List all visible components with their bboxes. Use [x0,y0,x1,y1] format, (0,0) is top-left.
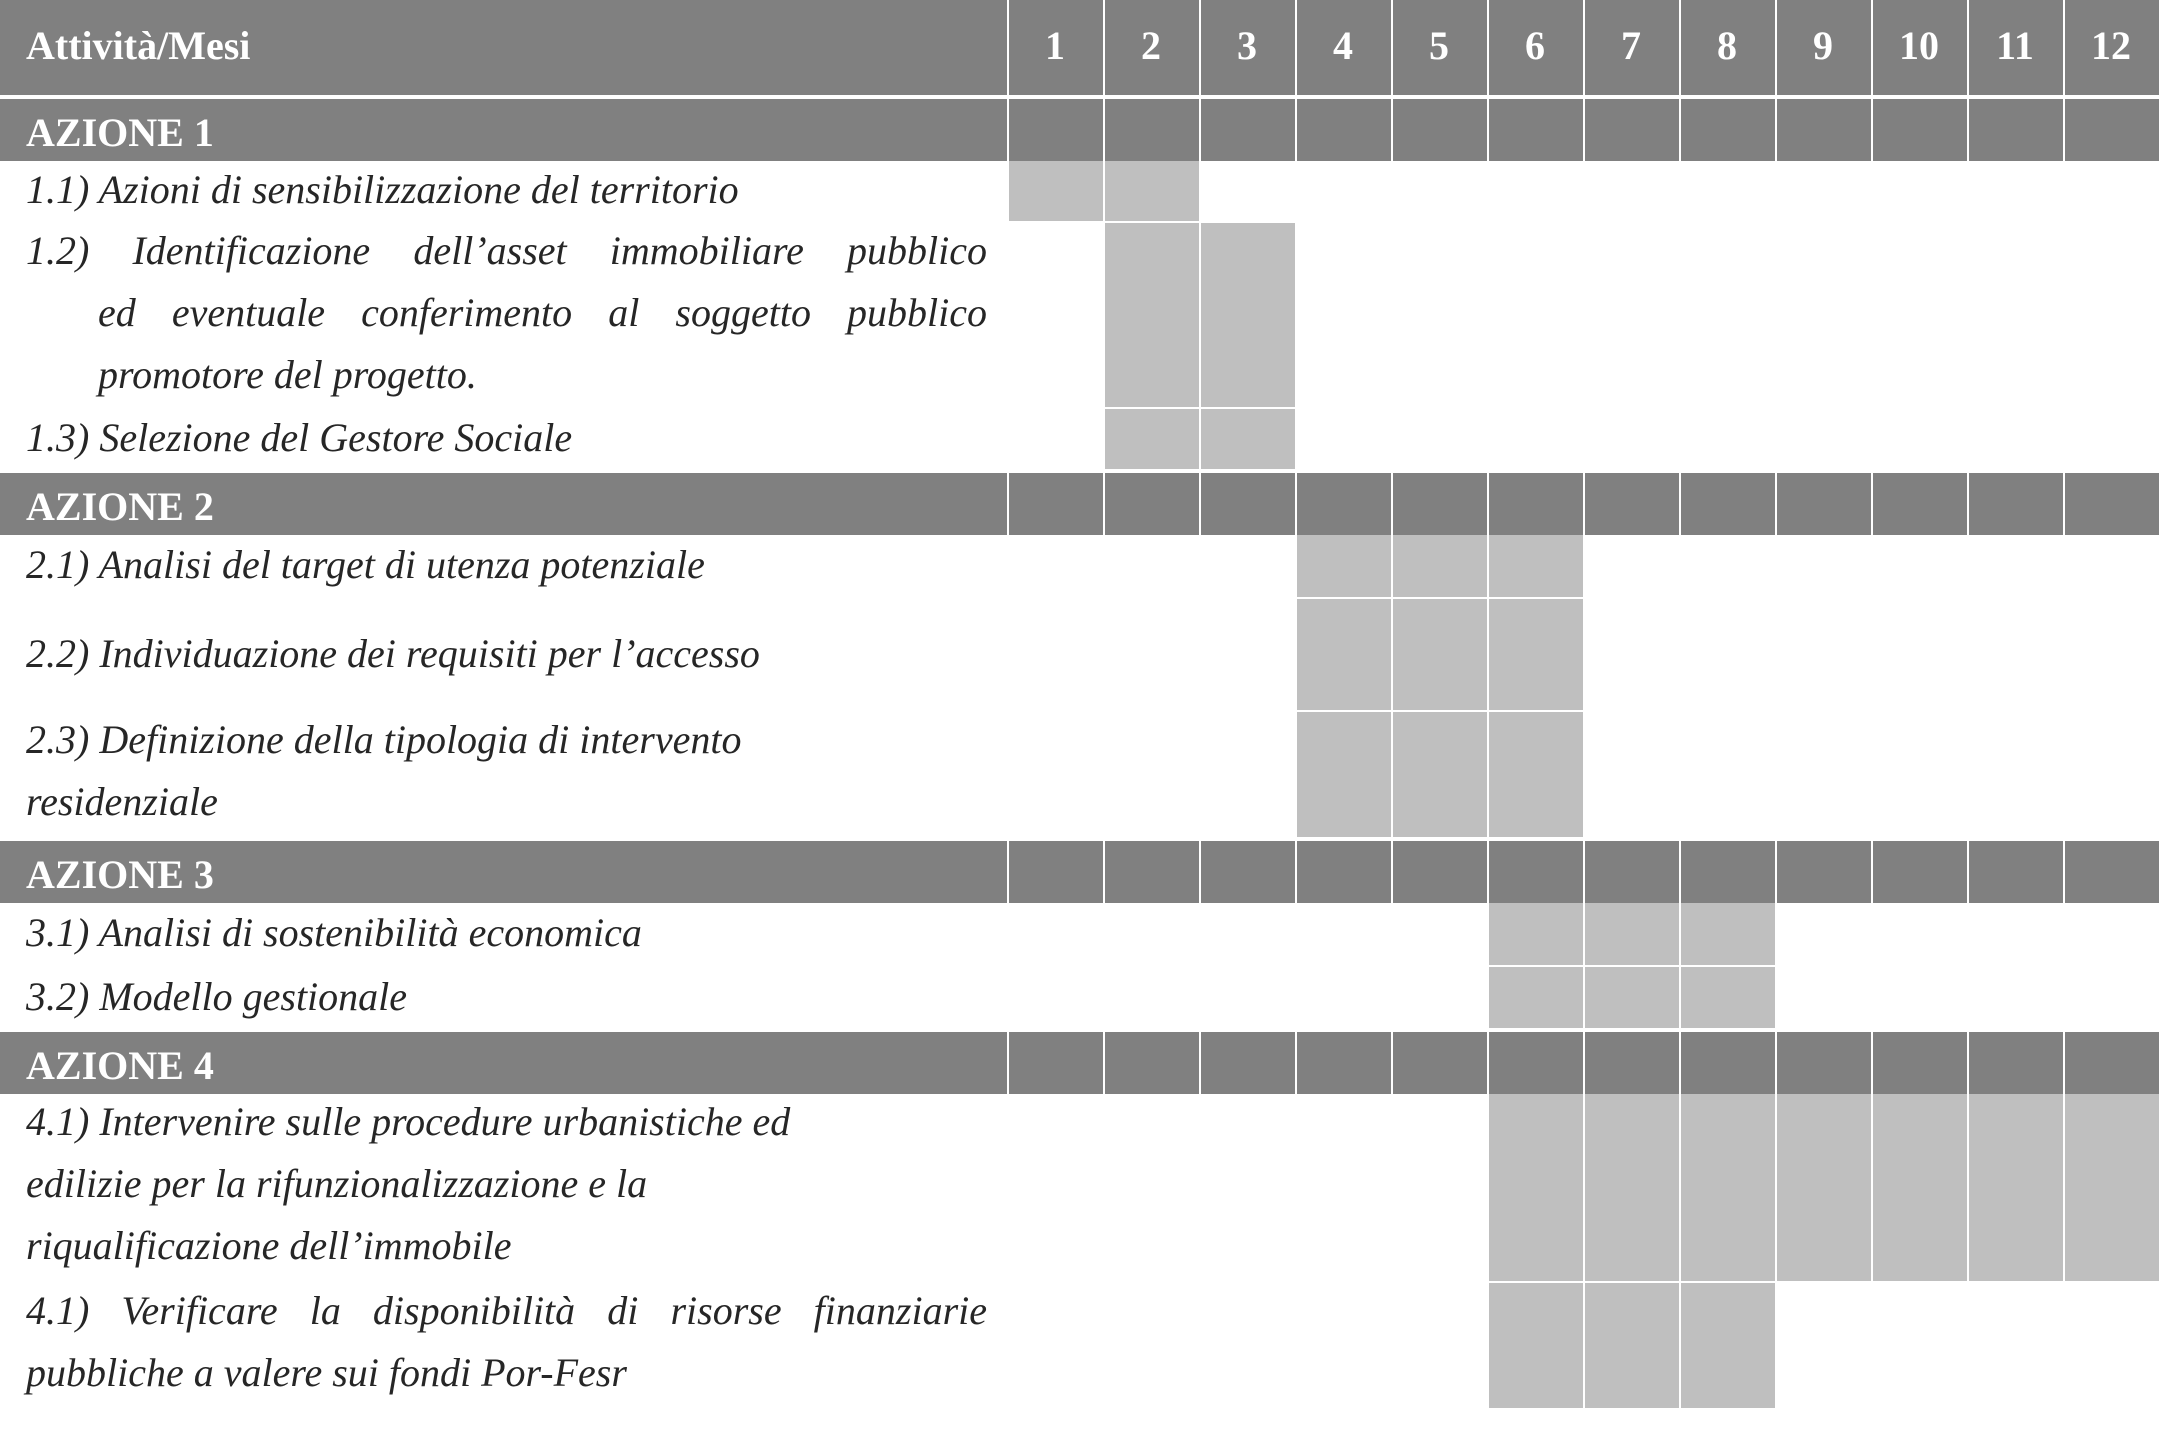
section-title: AZIONE 1 [26,110,214,155]
section-month-cell [1103,841,1199,903]
month-label: 2 [1141,23,1161,68]
month-label: 3 [1237,23,1257,68]
activity-bar-month-12 [2063,1094,2159,1283]
section-month-cell [2063,841,2159,903]
month-label: 5 [1429,23,1449,68]
activity-bar-month-4 [1295,712,1391,839]
section-month-cell [1007,1032,1103,1094]
activity-bar-month-7 [1583,967,1679,1030]
month-label: 11 [1996,23,2034,68]
activity-label: 3.2) Modello gestionale [26,974,408,1019]
activity-bar-month-2 [1103,409,1199,471]
section-month-cell [1967,473,2063,535]
header-title: Attività/Mesi [26,23,251,68]
activity-bar-month-6 [1487,1283,1583,1410]
section-month-cell [2063,1032,2159,1094]
section-month-cell [1391,99,1487,161]
activity-bar-month-4 [1295,599,1391,712]
section-month-cell [1871,473,1967,535]
section-month-cell [1007,841,1103,903]
activity-label-line: pubbliche a valere sui fondi Por-Fesr [26,1350,627,1395]
month-label: 12 [2091,23,2131,68]
month-label: 1 [1045,23,1065,68]
section-month-cell [1871,99,1967,161]
section-month-cell [1199,99,1295,161]
activity-label: 2.1) Analisi del target di utenza potenziale [26,542,705,587]
section-month-cell [1391,473,1487,535]
section-month-cell [1967,841,2063,903]
section-month-cell [1487,99,1583,161]
section-month-cell [2063,473,2159,535]
section-month-cell [1295,473,1391,535]
activity-bar-month-4 [1295,535,1391,599]
section-month-cell [1679,473,1775,535]
section-month-cell [1295,99,1391,161]
activity-bar-month-8 [1679,1283,1775,1410]
section-title: AZIONE 2 [26,484,214,529]
month-label: 8 [1717,23,1737,68]
section-month-cell [1967,99,2063,161]
activity-bar-month-8 [1679,1094,1775,1283]
activity-bar-month-2 [1103,161,1199,223]
section-month-cell [1007,473,1103,535]
section-month-cell [1007,99,1103,161]
section-month-cell [1775,473,1871,535]
activity-bar-month-3 [1199,223,1295,409]
section-month-cell [1583,473,1679,535]
section-month-cell [1871,841,1967,903]
section-month-cell [1775,841,1871,903]
activity-bar-month-7 [1583,1094,1679,1283]
activity-label: 2.2) Individuazione dei requisiti per l’accesso [26,631,760,676]
month-label: 6 [1525,23,1545,68]
activity-bar-month-8 [1679,967,1775,1030]
activity-bar-month-6 [1487,967,1583,1030]
activity-label-line: ed eventuale conferimento al soggetto pubblico [98,290,987,335]
section-month-cell [1391,841,1487,903]
section-month-cell [1103,1032,1199,1094]
activity-bar-month-6 [1487,712,1583,839]
section-title: AZIONE 4 [26,1043,214,1088]
section-month-cell [1775,1032,1871,1094]
section-month-cell [1583,841,1679,903]
activity-label: 3.1) Analisi di sostenibilità economica [26,910,642,955]
activity-label-line: 1.2) Identificazione dell’asset immobiliare pubblico [26,228,987,273]
section-month-cell [1103,99,1199,161]
section-month-cell [1487,1032,1583,1094]
month-label: 7 [1621,23,1641,68]
section-month-cell [1487,841,1583,903]
section-month-cell [1199,1032,1295,1094]
activity-label-line: residenziale [26,779,218,824]
section-month-cell [1487,473,1583,535]
activity-label-line: 4.1) Intervenire sulle procedure urbanistiche ed [26,1099,791,1144]
section-month-cell [1199,841,1295,903]
activity-label: 1.1) Azioni di sensibilizzazione del territorio [26,167,739,212]
activity-label-line: riqualificazione dell’immobile [26,1223,512,1268]
section-month-cell [1295,841,1391,903]
activity-bar-month-5 [1391,535,1487,599]
month-label: 10 [1899,23,1939,68]
section-month-cell [1679,1032,1775,1094]
section-month-cell [1967,1032,2063,1094]
activity-bar-month-7 [1583,903,1679,967]
section-month-cell [1679,99,1775,161]
activity-bar-month-2 [1103,223,1199,409]
activity-label-line: edilizie per la rifunzionalizzazione e la [26,1161,648,1206]
activity-label-line: promotore del progetto. [98,352,477,397]
section-month-cell [1199,473,1295,535]
activity-bar-month-6 [1487,903,1583,967]
section-month-cell [1391,1032,1487,1094]
activity-label: 1.3) Selezione del Gestore Sociale [26,415,573,460]
month-label: 9 [1813,23,1833,68]
section-month-cell [1295,1032,1391,1094]
activity-bar-month-6 [1487,1094,1583,1283]
header-divider [0,95,2159,97]
activity-bar-month-8 [1679,903,1775,967]
section-month-cell [1679,841,1775,903]
activity-bar-month-3 [1199,409,1295,471]
activity-bar-month-6 [1487,535,1583,599]
section-month-cell [1871,1032,1967,1094]
activity-bar-month-10 [1871,1094,1967,1283]
activity-bar-month-6 [1487,599,1583,712]
activity-bar-month-1 [1007,161,1103,223]
section-month-cell [1583,1032,1679,1094]
activity-bar-month-5 [1391,712,1487,839]
month-label: 4 [1333,23,1353,68]
section-month-cell [1103,473,1199,535]
activity-label-line: 2.3) Definizione della tipologia di intervento [26,717,742,762]
section-month-cell [2063,99,2159,161]
section-title: AZIONE 3 [26,852,214,897]
section-month-cell [1775,99,1871,161]
section-month-cell [1583,99,1679,161]
activity-bar-month-11 [1967,1094,2063,1283]
activity-label-line: 4.1) Verificare la disponibilità di risorse finanziarie [26,1288,987,1333]
activity-bar-month-9 [1775,1094,1871,1283]
activity-bar-month-5 [1391,599,1487,712]
activity-bar-month-7 [1583,1283,1679,1410]
